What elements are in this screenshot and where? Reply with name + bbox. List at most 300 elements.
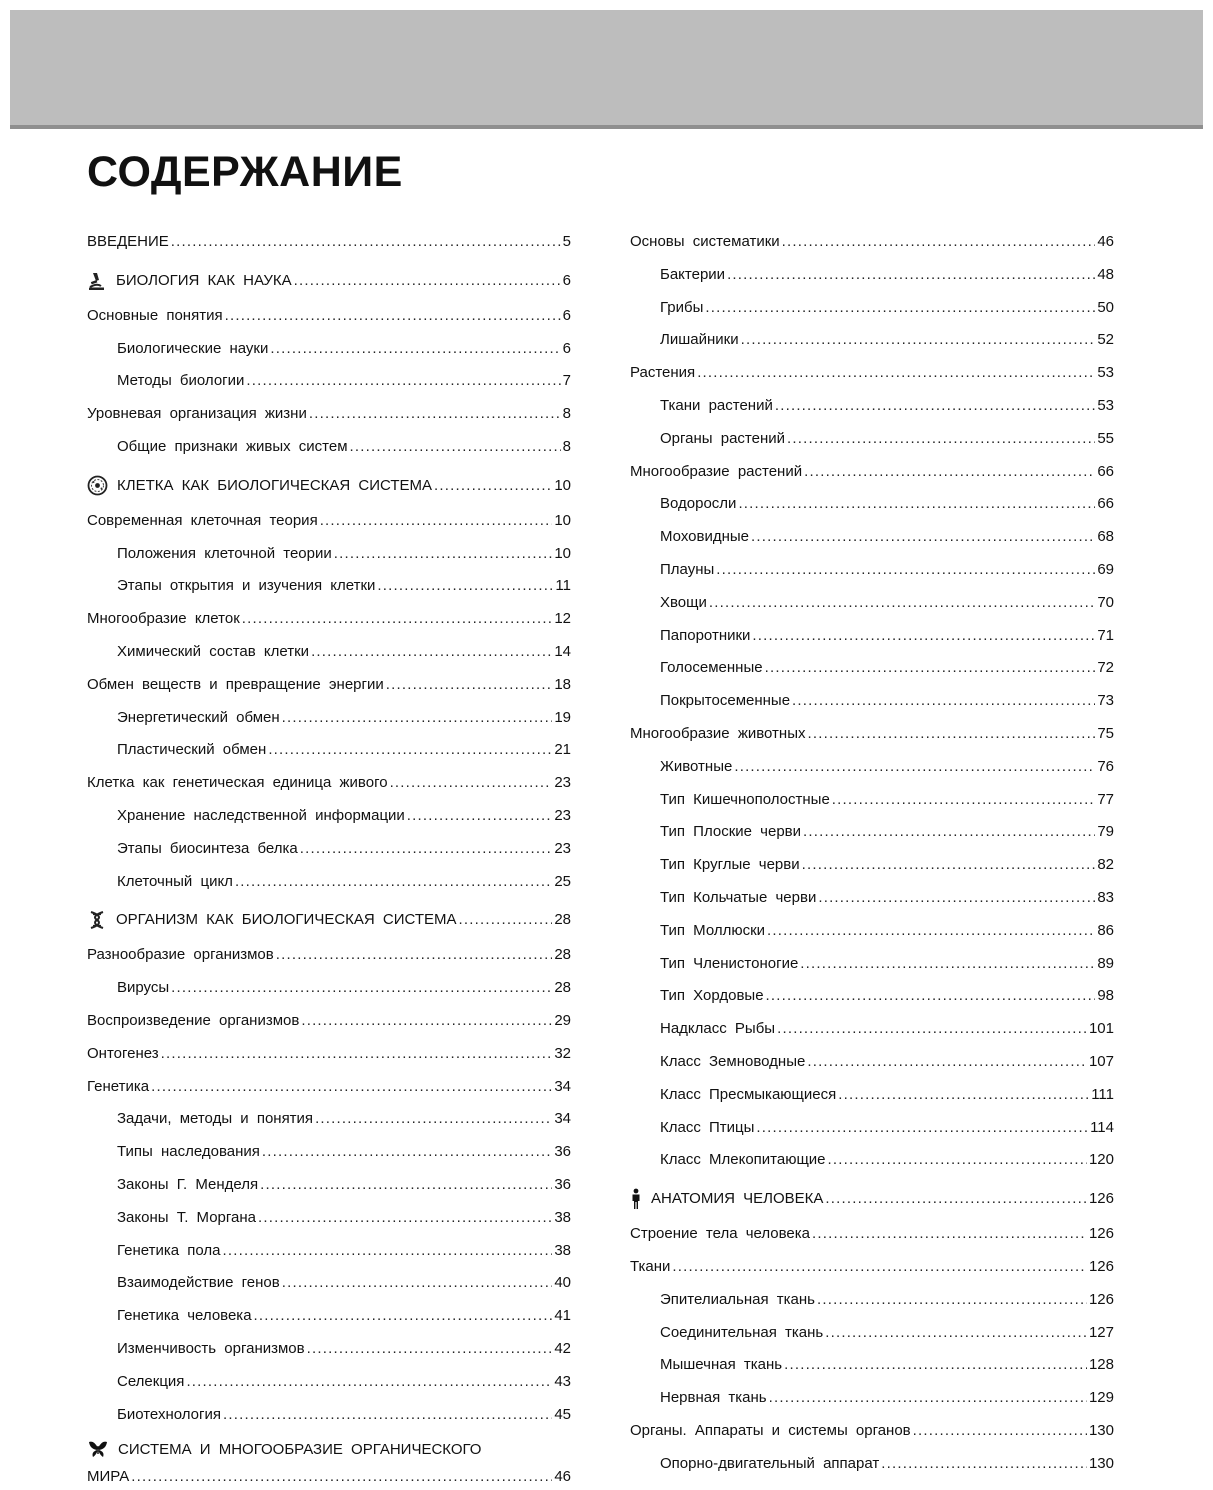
toc-entry[interactable] (630, 521, 1114, 554)
toc-entry[interactable] (87, 1399, 571, 1432)
dot-leader (765, 652, 1096, 685)
toc-page-number: 83 (1097, 888, 1114, 906)
toc-entry-label: Класс Земноводные (660, 1052, 806, 1070)
toc-entry-label: Клеточный цикл (117, 872, 233, 890)
toc-entry-label: Многообразие растений (630, 462, 803, 480)
toc-entry-label: Задачи, методы и понятия (117, 1110, 314, 1128)
toc-entry[interactable] (630, 1448, 1114, 1481)
dot-leader (784, 1349, 1087, 1382)
toc-page-number: 73 (1097, 692, 1114, 710)
dot-leader (769, 1382, 1087, 1415)
dot-leader (320, 505, 553, 538)
toc-entry[interactable] (630, 390, 1114, 423)
toc-entry[interactable] (630, 488, 1114, 521)
dot-leader (881, 1448, 1087, 1481)
toc-entry-label: Современная клеточная теория (87, 511, 318, 529)
toc-page-number: 70 (1097, 593, 1114, 611)
toc-page-number: 8 (562, 437, 571, 455)
dot-leader (282, 1267, 553, 1300)
toc-entry[interactable] (630, 718, 1114, 751)
dot-leader (751, 521, 1095, 554)
toc-entry[interactable] (630, 1112, 1114, 1145)
dot-leader (407, 800, 553, 833)
dot-leader (131, 1464, 552, 1490)
toc-page-number: 5 (562, 233, 571, 250)
toc-page-number: 48 (1097, 265, 1114, 283)
toc-page-number: 50 (1097, 298, 1114, 316)
toc-page-number: 76 (1097, 757, 1114, 775)
toc-entry[interactable] (87, 1366, 571, 1399)
toc-entry[interactable] (87, 226, 571, 259)
toc-page-number: 10 (554, 511, 571, 529)
toc-entry[interactable] (630, 226, 1114, 259)
toc-page-number: 128 (1088, 1356, 1114, 1374)
toc-entry-label: Общие признаки живых систем (117, 437, 348, 455)
dot-leader (828, 1144, 1087, 1177)
dot-leader (350, 431, 561, 464)
dot-leader (752, 620, 1095, 653)
toc-page-number: 129 (1088, 1389, 1114, 1407)
page-title: СОДЕРЖАНИЕ (87, 148, 403, 196)
toc-entry[interactable] (87, 300, 571, 333)
toc-entry-label: Взаимодействие генов (117, 1274, 280, 1292)
toc-entry[interactable] (630, 1251, 1114, 1284)
toc-section-heading[interactable] (87, 262, 571, 300)
toc-page-number: 6 (562, 271, 571, 289)
toc-page-number: 28 (554, 979, 571, 997)
toc-page-number: 126 (1088, 1190, 1114, 1208)
toc-page-number: 126 (1088, 1257, 1114, 1275)
toc-section-heading[interactable] (87, 467, 571, 505)
toc-entry[interactable] (630, 652, 1114, 685)
toc-entry[interactable] (630, 685, 1114, 718)
dot-leader (672, 1251, 1087, 1284)
toc-entry[interactable] (87, 833, 571, 866)
toc-right-column (630, 226, 1114, 1480)
toc-entry[interactable] (87, 1235, 571, 1268)
toc-page-number: 130 (1088, 1454, 1114, 1472)
toc-page-number: 66 (1097, 462, 1114, 480)
dot-leader (171, 972, 552, 1005)
toc-entry-label: Этапы биосинтеза белка (117, 839, 298, 857)
toc-entry[interactable] (630, 1144, 1114, 1177)
toc-page-number: 46 (1097, 233, 1114, 250)
toc-entry[interactable] (87, 538, 571, 571)
dot-leader (832, 784, 1096, 817)
toc-page-number: 127 (1088, 1323, 1114, 1341)
toc-page-number: 53 (1097, 396, 1114, 414)
dot-leader (807, 718, 1095, 751)
dot-leader (246, 365, 560, 398)
toc-page-number: 23 (554, 774, 571, 792)
dot-leader (301, 1005, 552, 1038)
toc-entry-label: Положения клеточной теории (117, 544, 332, 562)
toc-entry (87, 1464, 571, 1490)
dot-leader (775, 390, 1095, 423)
toc-entry[interactable] (630, 1349, 1114, 1382)
dot-leader (803, 816, 1095, 849)
toc-left-column (87, 226, 571, 1490)
dot-leader (307, 1333, 553, 1366)
toc-entry-label: СИСТЕМА И МНОГООБРАЗИЕ ОРГАНИЧЕСКОГО (118, 1440, 482, 1458)
toc-entry-label: ВВЕДЕНИЕ (87, 233, 169, 250)
toc-entry-label: Голосеменные (660, 659, 763, 677)
dot-leader (709, 587, 1095, 620)
toc-entry[interactable] (87, 1071, 571, 1104)
toc-entry-label: Тип Плоские черви (660, 823, 802, 841)
dot-leader (377, 570, 553, 603)
toc-entry-label: Надкласс Рыбы (660, 1020, 776, 1038)
toc-page-number: 41 (554, 1307, 571, 1325)
dot-leader (282, 702, 553, 735)
dot-leader (151, 1071, 552, 1104)
toc-entry[interactable] (630, 1382, 1114, 1415)
toc-entry[interactable] (87, 333, 571, 366)
dot-leader (222, 1235, 552, 1268)
toc-entry[interactable] (630, 784, 1114, 817)
toc-entry-label: Органы растений (660, 429, 785, 447)
dot-leader (260, 1169, 552, 1202)
toc-entry[interactable] (87, 1103, 571, 1136)
cell-icon (87, 475, 108, 497)
toc-entry-label: Строение тела человека (630, 1225, 811, 1243)
toc-page-number: 28 (554, 946, 571, 964)
toc-page-number: 79 (1097, 823, 1114, 841)
toc-page-number: 126 (1088, 1290, 1114, 1308)
toc-entry-label: Соединительная ткань (660, 1323, 824, 1341)
toc-entry-label: Уровневая организация жизни (87, 405, 307, 423)
toc-entry[interactable] (87, 398, 571, 431)
toc-entry-label: Тип Членистоногие (660, 954, 799, 972)
toc-entry-label: Многообразие клеток (87, 610, 240, 628)
toc-entry-label: Тип Кольчатые черви (660, 888, 817, 906)
toc-page-number: 120 (1088, 1151, 1114, 1169)
dot-leader (802, 849, 1096, 882)
toc-entry-label: МИРА (87, 1468, 130, 1486)
toc-page-number: 32 (554, 1044, 571, 1062)
toc-entry-label: Методы биологии (117, 372, 245, 390)
toc-entry[interactable] (87, 570, 571, 603)
toc-page-number: 6 (562, 339, 571, 357)
toc-page-number: 11 (555, 577, 571, 595)
toc-entry-label: Моховидные (660, 528, 750, 546)
toc-entry[interactable] (630, 456, 1114, 489)
dot-leader (766, 980, 1096, 1013)
dot-leader (807, 1046, 1087, 1079)
dot-leader (242, 603, 553, 636)
dot-leader (838, 1079, 1089, 1112)
dot-leader (738, 488, 1095, 521)
toc-section-heading[interactable] (87, 901, 571, 939)
dot-leader (734, 751, 1095, 784)
toc-page-number: 14 (554, 642, 571, 660)
butterfly-icon (87, 1438, 109, 1460)
toc-entry[interactable] (87, 365, 571, 398)
dot-leader (434, 467, 552, 505)
toc-page-number: 36 (554, 1175, 571, 1193)
toc-entry-label: Генетика пола (117, 1241, 221, 1259)
dot-leader (161, 1038, 553, 1071)
toc-entry[interactable] (87, 1169, 571, 1202)
toc-entry-label: Тип Кишечнополостные (660, 790, 830, 808)
dot-leader (254, 1300, 553, 1333)
toc-entry[interactable] (87, 702, 571, 735)
header-bar (10, 10, 1203, 129)
toc-entry[interactable] (630, 1079, 1114, 1112)
toc-entry-label: Воспроизведение организмов (87, 1011, 300, 1029)
toc-entry-label: Класс Млекопитающие (660, 1151, 826, 1169)
dot-leader (223, 1399, 552, 1432)
toc-entry[interactable] (87, 431, 571, 464)
dot-leader (825, 1317, 1087, 1350)
toc-entry-label: Лишайники (660, 331, 739, 349)
toc-entry-label: Бактерии (660, 265, 726, 283)
toc-page-number: 66 (1097, 495, 1114, 513)
toc-page-number: 68 (1097, 528, 1114, 546)
toc-entry-label: Энергетический обмен (117, 708, 280, 726)
toc-entry-label: Тип Круглые черви (660, 856, 800, 874)
toc-page-number: 38 (554, 1208, 571, 1226)
toc-page-number: 10 (554, 476, 571, 494)
toc-page-number: 71 (1097, 626, 1114, 644)
dot-leader (767, 915, 1095, 948)
toc-entry[interactable] (87, 1202, 571, 1235)
microscope-icon (87, 270, 107, 292)
toc-entry-label: Мышечная ткань (660, 1356, 783, 1374)
toc-page-number: 126 (1088, 1225, 1114, 1243)
toc-entry[interactable] (630, 1046, 1114, 1079)
toc-entry-label: Плауны (660, 560, 715, 578)
toc-entry-label: Тип Моллюски (660, 921, 766, 939)
toc-entry-label: Опорно-двигательный аппарат (660, 1454, 880, 1472)
toc-section-heading[interactable] (87, 1434, 571, 1490)
toc-entry-label: ОРГАНИЗМ КАК БИОЛОГИЧЕСКАЯ СИСТЕМА (116, 911, 457, 929)
toc-entry[interactable] (630, 816, 1114, 849)
toc-page-number: 10 (554, 544, 571, 562)
toc-page-number: 19 (554, 708, 571, 726)
toc-entry-label: Органы. Аппараты и системы органов (630, 1421, 911, 1439)
dot-leader (315, 1103, 552, 1136)
toc-entry-label: Законы Т. Моргана (117, 1208, 257, 1226)
toc-page-number: 34 (554, 1110, 571, 1128)
dot-leader (235, 866, 552, 899)
toc-page-number: 130 (1088, 1421, 1114, 1439)
toc-entry[interactable] (630, 882, 1114, 915)
toc-page-number: 75 (1097, 724, 1114, 742)
toc-entry[interactable] (87, 1300, 571, 1333)
dot-leader (804, 456, 1095, 489)
toc-entry[interactable] (630, 1013, 1114, 1046)
toc-page-number: 40 (554, 1274, 571, 1292)
toc-page-number: 52 (1097, 331, 1114, 349)
dot-leader (825, 1180, 1087, 1218)
toc-page-number: 42 (554, 1339, 571, 1357)
toc-entry-label: Основы систематики (630, 233, 780, 250)
dot-leader (300, 833, 553, 866)
toc-entry[interactable] (87, 767, 571, 800)
toc-entry-label: Хвощи (660, 593, 707, 611)
toc-entry-label: Обмен веществ и превращение энергии (87, 675, 384, 693)
toc-entry-label: БИОЛОГИЯ КАК НАУКА (116, 271, 292, 289)
toc-entry[interactable] (630, 620, 1114, 653)
toc-entry[interactable] (87, 603, 571, 636)
toc-entry-label: Нервная ткань (660, 1389, 767, 1407)
toc-entry-label: Селекция (117, 1372, 185, 1390)
toc-page-number: 69 (1097, 560, 1114, 578)
toc-entry-label: Покрытосеменные (660, 692, 791, 710)
toc-entry[interactable] (630, 849, 1114, 882)
dot-leader (818, 882, 1095, 915)
toc-entry-label: Клетка как генетическая единица живого (87, 774, 388, 792)
toc-entry[interactable] (87, 734, 571, 767)
toc-entry[interactable] (630, 1218, 1114, 1251)
dot-leader (225, 300, 561, 333)
dot-leader (171, 226, 561, 259)
toc-entry[interactable] (87, 505, 571, 538)
dot-leader (459, 901, 553, 939)
toc-page-number: 6 (562, 306, 571, 324)
toc-entry-label: Растения (630, 364, 696, 382)
dot-leader (727, 259, 1095, 292)
toc-entry-label: Основные понятия (87, 306, 223, 324)
toc-entry[interactable] (87, 1005, 571, 1038)
toc-page-number: 8 (562, 405, 571, 423)
toc-entry[interactable] (87, 1333, 571, 1366)
toc-entry[interactable] (630, 1284, 1114, 1317)
toc-entry-label: Биологические науки (117, 339, 269, 357)
dot-leader (777, 1013, 1087, 1046)
toc-entry[interactable] (87, 1136, 571, 1169)
toc-page-number: 21 (554, 741, 571, 759)
dot-leader (756, 1112, 1088, 1145)
toc-page-number: 55 (1097, 429, 1114, 447)
toc-entry-label: Грибы (660, 298, 704, 316)
toc-entry[interactable] (87, 939, 571, 972)
toc-page-number: 53 (1097, 364, 1114, 382)
toc-entry[interactable] (630, 587, 1114, 620)
toc-entry-label: Химический состав клетки (117, 642, 310, 660)
toc-entry[interactable] (630, 324, 1114, 357)
dot-leader (913, 1415, 1087, 1448)
dot-leader (294, 262, 561, 300)
toc-entry[interactable] (87, 1267, 571, 1300)
dot-leader (800, 948, 1095, 981)
toc-section-heading[interactable] (630, 1180, 1114, 1218)
dot-leader (311, 636, 552, 669)
toc-entry-label: Вирусы (117, 979, 170, 997)
toc-entry-label: Тип Хордовые (660, 987, 764, 1005)
dna-icon (87, 909, 107, 931)
toc-entry[interactable] (630, 423, 1114, 456)
dot-leader (390, 767, 553, 800)
toc-entry-label: Эпителиальная ткань (660, 1290, 815, 1308)
toc-entry-label: Ткани растений (660, 396, 773, 414)
toc-page-number: 114 (1090, 1118, 1114, 1136)
toc-page-number: 29 (554, 1011, 571, 1029)
toc-page-number: 23 (554, 806, 571, 824)
toc-page-number: 38 (554, 1241, 571, 1259)
toc-entry-label: АНАТОМИЯ ЧЕЛОВЕКА (651, 1190, 824, 1208)
toc-page-number: 72 (1097, 659, 1114, 677)
toc-entry-label: Разнообразие организмов (87, 946, 274, 964)
toc-entry[interactable] (630, 1415, 1114, 1448)
toc-page-number: 36 (554, 1143, 571, 1161)
toc-entry-label: Многообразие животных (630, 724, 806, 742)
toc-entry[interactable] (630, 948, 1114, 981)
dot-leader (309, 398, 561, 431)
toc-entry-label: Класс Пресмыкающиеся (660, 1085, 837, 1103)
dot-leader (386, 669, 553, 702)
toc-page-number: 18 (554, 675, 571, 693)
toc-entry[interactable] (630, 980, 1114, 1013)
toc-page-number: 98 (1097, 987, 1114, 1005)
toc-page-number: 89 (1097, 954, 1114, 972)
human-figure-icon (630, 1188, 642, 1210)
toc-page-number: 111 (1091, 1085, 1114, 1103)
dot-leader (270, 333, 560, 366)
toc-entry-label: Животные (660, 757, 733, 775)
dot-leader (787, 423, 1095, 456)
dot-leader (716, 554, 1095, 587)
toc-entry-label: Водоросли (660, 495, 737, 513)
toc-entry-label: Законы Г. Менделя (117, 1175, 259, 1193)
toc-entry-label: Онтогенез (87, 1044, 159, 1062)
toc-entry[interactable] (87, 972, 571, 1005)
toc-entry[interactable] (87, 1038, 571, 1071)
toc-entry[interactable] (87, 669, 571, 702)
dot-leader (258, 1202, 552, 1235)
toc-page-number: 34 (554, 1077, 571, 1095)
toc-entry-label: Пластический обмен (117, 741, 267, 759)
dot-leader (186, 1366, 552, 1399)
toc-entry[interactable] (630, 357, 1114, 390)
dot-leader (812, 1218, 1087, 1251)
dot-leader (276, 939, 553, 972)
toc-entry-label: Генетика (87, 1077, 150, 1095)
toc-page-number: 82 (1097, 856, 1114, 874)
dot-leader (705, 292, 1095, 325)
toc-entry-label: Биотехнология (117, 1405, 221, 1423)
dot-leader (741, 324, 1096, 357)
toc-entry[interactable] (630, 751, 1114, 784)
toc-entry-label: Папоротники (660, 626, 751, 644)
toc-entry[interactable] (87, 866, 571, 899)
toc-entry[interactable] (630, 292, 1114, 325)
toc-page-number: 86 (1097, 921, 1114, 939)
toc-page-number: 45 (554, 1405, 571, 1423)
toc-entry[interactable] (630, 915, 1114, 948)
toc-entry[interactable] (87, 636, 571, 669)
dot-leader (697, 357, 1095, 390)
dot-leader (262, 1136, 552, 1169)
toc-entry[interactable] (630, 1317, 1114, 1350)
toc-page-number: 7 (562, 372, 571, 390)
toc-entry-label: Этапы открытия и изучения клетки (117, 577, 376, 595)
toc-entry-label: Типы наследования (117, 1143, 260, 1161)
dot-leader (334, 538, 553, 571)
dot-leader (782, 226, 1096, 259)
toc-page-number: 107 (1088, 1052, 1114, 1070)
dot-leader (792, 685, 1095, 718)
toc-page-number: 43 (554, 1372, 571, 1390)
toc-page-number: 28 (554, 911, 571, 929)
dot-leader (817, 1284, 1087, 1317)
toc-entry-label: КЛЕТКА КАК БИОЛОГИЧЕСКАЯ СИСТЕМА (117, 476, 433, 494)
toc-entry[interactable] (87, 800, 571, 833)
toc-entry[interactable] (630, 259, 1114, 292)
toc-entry[interactable] (630, 554, 1114, 587)
toc-entry-label: Генетика человека (117, 1307, 252, 1325)
